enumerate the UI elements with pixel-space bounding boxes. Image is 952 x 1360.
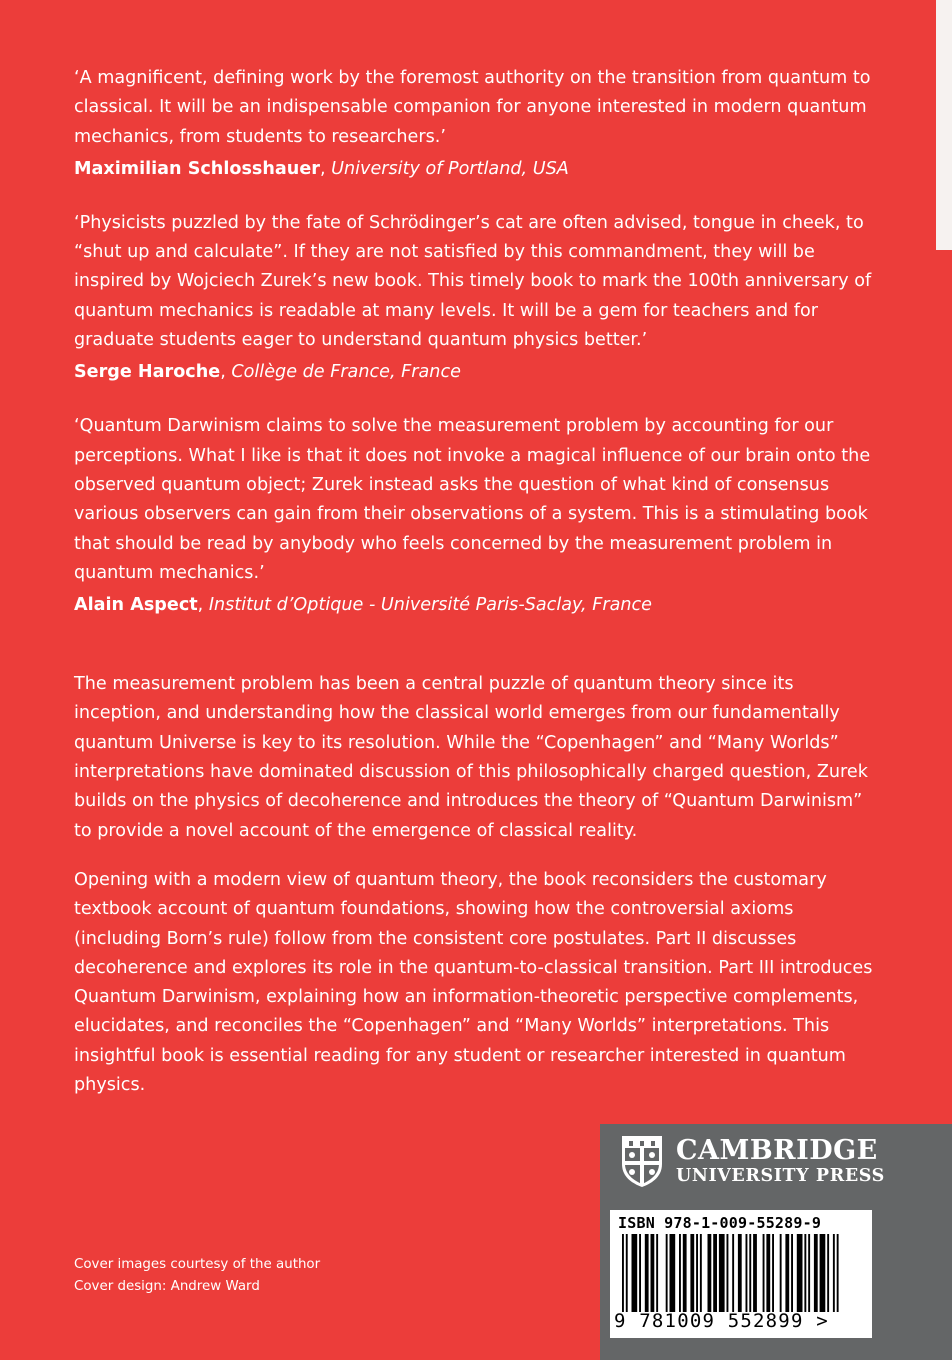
endorsement-3	[74, 412, 874, 616]
barcode-bar	[766, 1234, 770, 1312]
barcode-bar	[797, 1234, 803, 1312]
barcode-bar	[683, 1234, 687, 1312]
barcode-digits: 9 781009 552899 >	[614, 1310, 829, 1332]
barcode-bar	[632, 1234, 638, 1312]
barcode-bar	[656, 1234, 658, 1312]
barcode-bar	[780, 1234, 782, 1312]
cover-credits	[74, 1254, 320, 1298]
barcode-bar	[696, 1234, 698, 1312]
barcode-bar	[713, 1234, 717, 1312]
isbn-barcode	[610, 1210, 872, 1338]
endorsement-2	[74, 209, 874, 383]
barcode-bar	[622, 1234, 624, 1312]
endorsement-quote: ‘A magnificent, defining work by the foremost authority on the transition from quantum to classical. It will be an indispensable companion for anyone interested in modern quantum mechanics, from students to researchers.’	[74, 68, 871, 147]
endorser-name: Alain Aspect	[74, 595, 198, 616]
barcode-bar	[690, 1234, 694, 1312]
image-credit: Cover images courtesy of the author	[74, 1257, 321, 1272]
barcode-bar	[820, 1234, 826, 1312]
barcode-bar	[814, 1234, 818, 1312]
barcode-bar	[772, 1234, 774, 1312]
barcode-bar	[651, 1234, 655, 1312]
barcode-bar	[738, 1234, 742, 1312]
barcode-bar	[626, 1234, 628, 1312]
endorser-affiliation: Institut d’Optique - Université Paris-Saclay, France	[208, 595, 653, 616]
barcode-bar	[837, 1234, 839, 1312]
endorsement-attribution: Maximilian Schlosshauer, University of Portland, USA	[74, 158, 569, 179]
barcode-bar	[763, 1234, 765, 1312]
publisher-name-line2: UNIVERSITY PRESS	[676, 1166, 885, 1186]
cambridge-crest-icon	[620, 1134, 664, 1188]
barcode-bar	[645, 1234, 649, 1312]
publisher-name	[676, 1136, 885, 1186]
isbn-label: ISBN 978-1-009-55289-9	[618, 1214, 822, 1232]
barcode-bar	[827, 1234, 829, 1312]
endorser-affiliation: Collège de France, France	[231, 362, 461, 383]
barcode-bar	[727, 1234, 729, 1312]
endorsement-attribution: Alain Aspect, Institut d’Optique - Université Paris-Saclay, France	[74, 595, 653, 616]
publisher-name-line1: CAMBRIDGE	[676, 1135, 878, 1166]
barcode-bar	[732, 1234, 734, 1312]
barcode-bar	[753, 1234, 757, 1312]
barcode-bar	[670, 1234, 676, 1312]
barcode-bar	[700, 1234, 702, 1312]
barcode-bar	[639, 1234, 641, 1312]
barcode-bar	[679, 1234, 681, 1312]
spine-edge	[936, 0, 952, 250]
barcode-bar	[708, 1234, 712, 1312]
barcode-bar	[666, 1234, 668, 1312]
barcode-bar	[804, 1234, 806, 1312]
publisher-logo	[620, 1134, 885, 1188]
barcode-bar	[785, 1234, 789, 1312]
back-cover-content	[74, 64, 874, 1120]
endorser-name: Maximilian Schlosshauer	[74, 158, 320, 179]
publisher-panel	[600, 1124, 952, 1360]
endorsement-quote: ‘Quantum Darwinism claims to solve the measurement problem by accounting for our perceptions. What I like is that it does not invoke a magical influence of our brain onto the observed quantum object; Zurek instead asks the question of what kind of consensus various observers can gain from their observations of a system. This is a stimulating book that should be read by anybody who feels concerned by the measurement problem in quantum mechanics.’	[74, 416, 871, 583]
barcode-bar	[808, 1234, 810, 1312]
endorsement-1	[74, 64, 874, 180]
design-credit: Cover design: Andrew Ward	[74, 1279, 260, 1294]
barcode-bar	[833, 1234, 835, 1312]
barcode-bar	[719, 1234, 725, 1312]
description-paragraph: The measurement problem has been a central puzzle of quantum theory since its inception, and understanding how the classical world emerges from our fundamentally quantum Universe is key to its resolution. While the “Copenhagen” and “Many Worlds” interpretations have dominated discussion of this philosophically charged question, Zurek builds on the physics of decoherence and introduces the theory of “Quantum Darwinism” to provide a novel account of the emergence of classical reality.	[74, 674, 868, 841]
endorser-affiliation: University of Portland, USA	[331, 158, 569, 179]
book-description	[74, 670, 874, 1100]
barcode-bar	[746, 1234, 748, 1312]
endorser-name: Serge Haroche	[74, 362, 221, 383]
barcode-bar	[791, 1234, 793, 1312]
endorsement-attribution: Serge Haroche, Collège de France, France	[74, 362, 461, 383]
description-paragraph: Opening with a modern view of quantum theory, the book reconsiders the customary textbook account of quantum foundations, showing how the controversial axioms (including Born’s rule) follow from the consistent core postulates. Part II discusses decoherence and explores its role in the quantum-to-classical transition. Part III introduces Quantum Darwinism, explaining how an information-theoretic perspective complements, elucidates, and reconciles the “Copenhagen” and “Many Worlds” interpretations. This insightful book is essential reading for any student or researcher interested in quantum physics.	[74, 869, 873, 1096]
endorsement-quote: ‘Physicists puzzled by the fate of Schrödinger’s cat are often advised, tongue in cheek, to “shut up and calculate”. If they are not satisfied by this commandment, they will be inspired by Wojciech Zurek’s new book. This timely book to mark the 100th anniversary of quantum mechanics is readable at many levels. It will be a gem for teachers and for graduate students eager to understand quantum physics better.’	[74, 212, 872, 351]
barcode-bar	[749, 1234, 751, 1312]
barcode-bars-icon	[622, 1234, 862, 1312]
